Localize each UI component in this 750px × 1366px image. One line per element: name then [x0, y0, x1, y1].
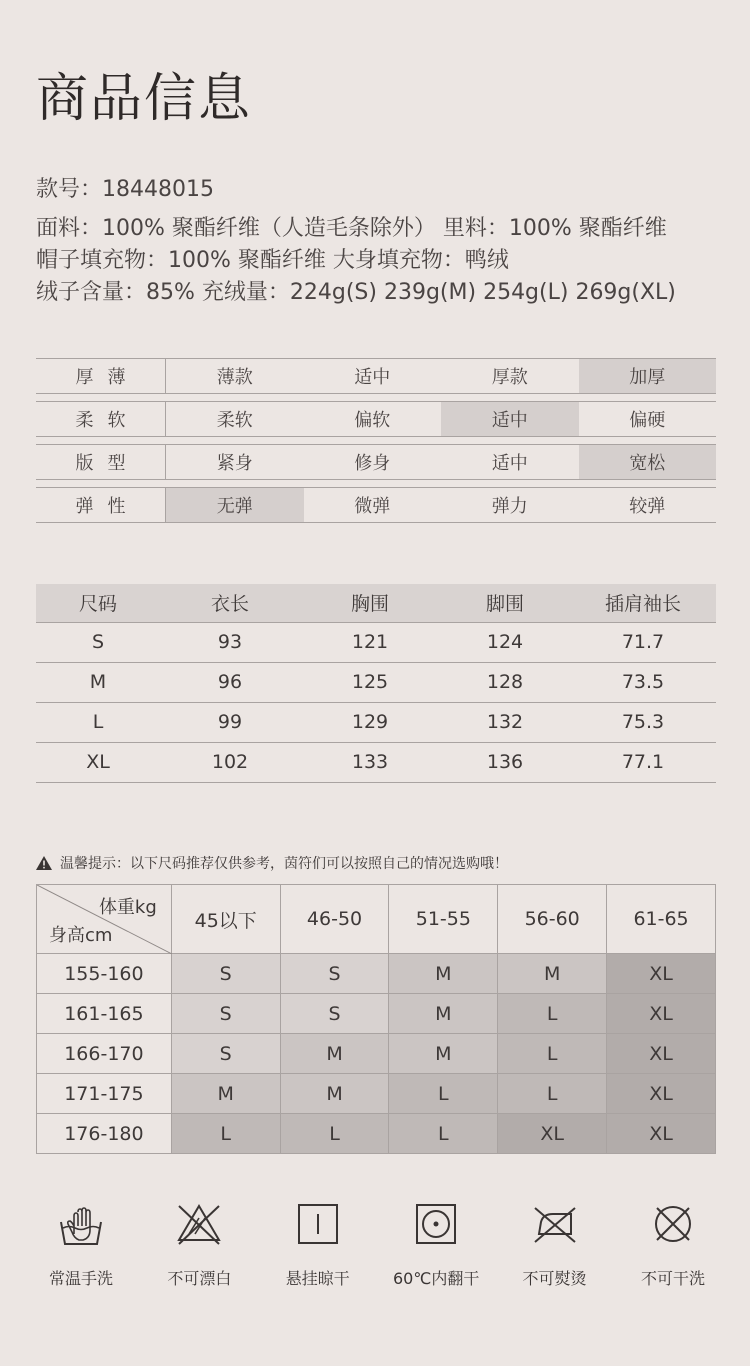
recommended-size-cell: XL [498, 1114, 607, 1154]
size-chart-cell: L [36, 702, 160, 742]
attribute-row [36, 444, 716, 480]
care-item [614, 1200, 732, 1289]
recommended-size-cell: M [171, 1074, 280, 1114]
recommended-size-cell: S [280, 954, 389, 994]
care-label: 不可干洗 [640, 1269, 705, 1288]
recommended-size-cell: XL [607, 1074, 716, 1114]
care-item [259, 1200, 377, 1289]
attribute-row [36, 487, 716, 523]
recommendation-body [37, 954, 716, 1154]
attribute-option: 偏软 [354, 410, 391, 431]
care-item [22, 1200, 140, 1289]
no-dry-clean-icon [649, 1200, 697, 1248]
recommended-size-cell: L [498, 994, 607, 1034]
size-chart-cell: 121 [300, 622, 440, 662]
attribute-option-selected: 宽松 [579, 445, 717, 479]
weight-range-header: 51-55 [389, 885, 498, 954]
size-chart-row [36, 702, 716, 742]
size-chart-column-header: 插肩袖长 [570, 584, 716, 622]
filling-info: 帽子填充物：100% 聚酯纤维 大身填充物：鸭绒 [36, 248, 509, 273]
size-chart-cell: 132 [440, 702, 570, 742]
size-chart-cell: 125 [300, 662, 440, 702]
attribute-option: 柔软 [216, 410, 253, 431]
recommended-size-cell: S [171, 954, 280, 994]
attribute-row [36, 358, 716, 394]
no-iron-icon [531, 1200, 579, 1248]
size-chart-column-header: 尺码 [36, 584, 160, 622]
recommended-size-cell: L [498, 1034, 607, 1074]
care-item [496, 1200, 614, 1289]
size-chart-cell: 128 [440, 662, 570, 702]
attribute-option: 弹力 [491, 496, 528, 517]
tumble-dry-icon [412, 1200, 460, 1248]
size-chart-cell: 99 [160, 702, 300, 742]
size-chart-cell: S [36, 622, 160, 662]
size-chart-cell: 75.3 [570, 702, 716, 742]
recommendation-row [37, 1074, 716, 1114]
size-recommendation-table [36, 884, 716, 1154]
height-range-label: 161-165 [37, 994, 172, 1034]
height-range-label: 171-175 [37, 1074, 172, 1114]
weight-range-header: 46-50 [280, 885, 389, 954]
recommendation-row [37, 994, 716, 1034]
down-content-info: 绒子含量：85% 充绒量：224g(S) 239g(M) 254g(L) 269g(XL) [36, 280, 676, 305]
size-chart-row [36, 662, 716, 702]
height-range-label: 176-180 [37, 1114, 172, 1154]
attribute-option: 较弹 [629, 496, 666, 517]
recommended-size-cell: M [389, 1034, 498, 1074]
recommended-size-cell: M [389, 954, 498, 994]
size-chart-column-header: 脚围 [440, 584, 570, 622]
height-range-label: 155-160 [37, 954, 172, 994]
size-chart-cell: 102 [160, 742, 300, 782]
attribute-label: 弹性 [36, 488, 166, 522]
weight-range-header: 61-65 [607, 885, 716, 954]
recommendation-row [37, 1034, 716, 1074]
care-label: 60℃内翻干 [393, 1269, 480, 1288]
corner-cell [37, 885, 172, 954]
recommended-size-cell: L [389, 1074, 498, 1114]
recommended-size-cell: S [171, 1034, 280, 1074]
hang-dry-icon [294, 1200, 342, 1248]
recommended-size-cell: XL [607, 954, 716, 994]
weight-axis-label: 体重kg [98, 897, 157, 918]
size-chart-cell: 96 [160, 662, 300, 702]
attribute-option-selected: 无弹 [166, 488, 304, 522]
care-item [377, 1200, 495, 1289]
recommended-size-cell: M [280, 1074, 389, 1114]
size-chart-cell: 129 [300, 702, 440, 742]
recommended-size-cell: XL [607, 1034, 716, 1074]
recommended-size-cell: L [280, 1114, 389, 1154]
attribute-label: 版型 [36, 445, 166, 479]
recommendation-row [37, 954, 716, 994]
size-tip-text: 温馨提示：以下尺码推荐仅供参考，茵符们可以按照自己的情况选购哦！ [60, 856, 508, 872]
recommended-size-cell: L [498, 1074, 607, 1114]
recommended-size-cell: M [280, 1034, 389, 1074]
page-title: 商品信息 [36, 69, 253, 129]
attribute-option: 微弹 [354, 496, 391, 517]
care-label: 悬挂晾干 [285, 1269, 350, 1288]
size-chart-cell: M [36, 662, 160, 702]
recommended-size-cell: L [389, 1114, 498, 1154]
no-bleach-icon [175, 1200, 223, 1248]
weight-range-header: 56-60 [498, 885, 607, 954]
recommended-size-cell: L [171, 1114, 280, 1154]
attribute-label: 柔软 [36, 402, 166, 436]
attribute-option: 修身 [354, 453, 391, 474]
size-chart-body [36, 622, 716, 782]
attribute-row [36, 401, 716, 437]
size-chart-cell: 124 [440, 622, 570, 662]
size-chart-column-header: 胸围 [300, 584, 440, 622]
style-number: 款号：18448015 [36, 177, 214, 202]
size-chart-table [36, 584, 716, 783]
recommended-size-cell: XL [607, 1114, 716, 1154]
attribute-option-selected: 加厚 [579, 359, 717, 393]
attribute-option: 薄款 [216, 367, 253, 388]
hand-wash-icon [57, 1200, 105, 1248]
size-chart-cell: 133 [300, 742, 440, 782]
size-chart-cell: 77.1 [570, 742, 716, 782]
recommended-size-cell: M [389, 994, 498, 1034]
size-tip [36, 853, 508, 873]
size-chart-cell: XL [36, 742, 160, 782]
recommended-size-cell: M [498, 954, 607, 994]
care-instructions [22, 1200, 732, 1289]
care-item [140, 1200, 258, 1289]
care-label: 常温手洗 [48, 1269, 113, 1288]
recommended-size-cell: XL [607, 994, 716, 1034]
recommendation-header [37, 885, 716, 954]
recommended-size-cell: S [280, 994, 389, 1034]
size-chart-cell: 93 [160, 622, 300, 662]
attribute-option-selected: 适中 [441, 402, 579, 436]
size-chart-row [36, 622, 716, 662]
size-chart-cell: 136 [440, 742, 570, 782]
size-chart-row [36, 742, 716, 782]
care-label: 不可熨烫 [522, 1269, 587, 1288]
recommendation-row [37, 1114, 716, 1154]
size-chart-header [36, 584, 716, 622]
size-chart-cell: 71.7 [570, 622, 716, 662]
height-axis-label: 身高cm [49, 925, 113, 946]
size-chart-column-header: 衣长 [160, 584, 300, 622]
attribute-option: 偏硬 [629, 410, 666, 431]
attribute-option: 厚款 [491, 367, 528, 388]
attribute-table [36, 358, 716, 530]
fabric-info: 面料：100% 聚酯纤维（人造毛条除外） 里料：100% 聚酯纤维 [36, 216, 667, 241]
size-chart-cell: 73.5 [570, 662, 716, 702]
warning-icon [36, 856, 52, 870]
attribute-label: 厚薄 [36, 359, 166, 393]
weight-range-header: 45以下 [171, 885, 280, 954]
attribute-option: 适中 [491, 453, 528, 474]
height-range-label: 166-170 [37, 1034, 172, 1074]
attribute-option: 紧身 [216, 453, 253, 474]
attribute-option: 适中 [354, 367, 391, 388]
recommended-size-cell: S [171, 994, 280, 1034]
care-label: 不可漂白 [167, 1269, 232, 1288]
